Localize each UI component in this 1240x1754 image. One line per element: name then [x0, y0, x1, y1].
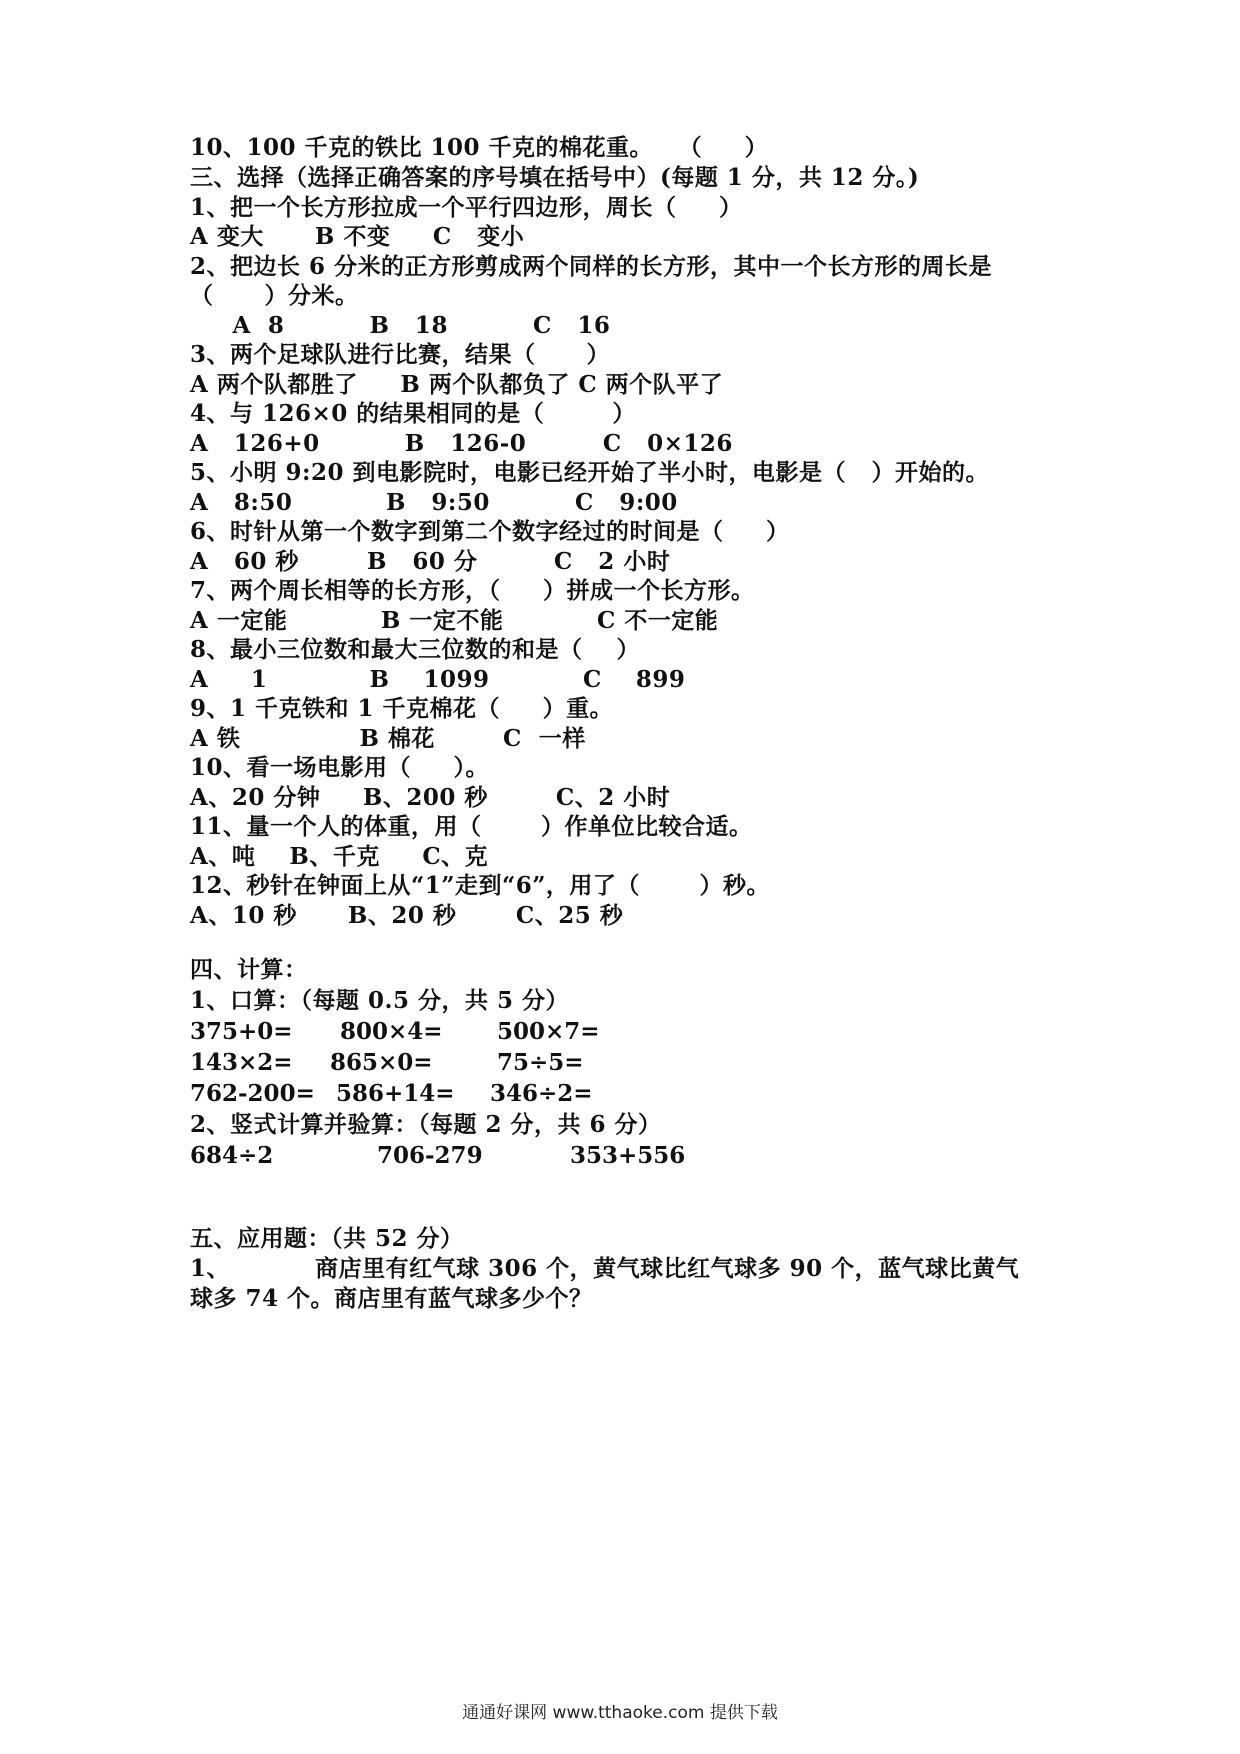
choice-options-5: A 8:50 B 9:50 C 9:00	[190, 489, 678, 516]
choice-question-2-cont: （ ）分米。	[190, 282, 359, 309]
oral-calc-item: 375+0=	[190, 1018, 293, 1045]
footer-credit: 通通好课网 www.tthaoke.com 提供下载	[462, 1703, 778, 1723]
vertical-calc-item: 706-279	[377, 1142, 483, 1169]
word-problem-1: 1、 商店里有红气球 306 个，黄气球比红气球多 90 个，蓝气球比黄气	[190, 1255, 1020, 1282]
vertical-calc-item: 684÷2	[190, 1142, 274, 1169]
section-3-heading: 三、选择（选择正确答案的序号填在括号中）(每题 1 分，共 12 分。)	[190, 164, 920, 191]
section-5-heading: 五、应用题：（共 52 分）	[190, 1225, 464, 1252]
oral-calc-item: 143×2=	[190, 1049, 293, 1076]
choice-question-11: 11、量一个人的体重，用（ ）作单位比较合适。	[190, 813, 753, 840]
oral-calc-heading: 1、口算：（每题 0.5 分，共 5 分）	[190, 987, 570, 1014]
choice-question-6: 6、时针从第一个数字到第二个数字经过的时间是（ ）	[190, 518, 790, 545]
choice-question-7: 7、两个周长相等的长方形，（ ）拼成一个长方形。	[190, 577, 755, 604]
choice-question-2: 2、把边长 6 分米的正方形剪成两个同样的长方形，其中一个长方形的周长是	[190, 253, 993, 280]
choice-question-12: 12、秒针在钟面上从“1”走到“6”，用了（ ）秒。	[190, 872, 770, 899]
choice-question-10: 10、看一场电影用（ ）。	[190, 754, 490, 781]
choice-question-9: 9、1 千克铁和 1 千克棉花（ ）重。	[190, 695, 614, 722]
choice-options-2: A 8 B 18 C 16	[190, 312, 611, 339]
choice-options-1: A 变大 B 不变 C 变小	[190, 223, 525, 250]
oral-calc-item: 762-200=	[190, 1080, 315, 1107]
choice-options-10: A、20 分钟 B、200 秒 C、2 小时	[190, 784, 671, 811]
choice-question-1: 1、把一个长方形拉成一个平行四边形，周长（ ）	[190, 194, 743, 221]
choice-options-8: A 1 B 1099 C 899	[190, 666, 686, 693]
choice-options-12: A、10 秒 B、20 秒 C、25 秒	[190, 902, 624, 929]
choice-question-3: 3、两个足球队进行比赛，结果（ ）	[190, 341, 611, 368]
choice-options-7: A 一定能 B 一定不能 C 不一定能	[190, 607, 719, 634]
choice-options-4: A 126+0 B 126-0 C 0×126	[190, 430, 733, 457]
oral-calc-item: 346÷2=	[490, 1080, 593, 1107]
choice-question-4: 4、与 126×0 的结果相同的是（ ）	[190, 400, 636, 427]
choice-options-3: A 两个队都胜了 B 两个队都负了 C 两个队平了	[190, 371, 724, 398]
oral-calc-item: 500×7=	[497, 1018, 600, 1045]
oral-calc-item: 75÷5=	[497, 1049, 584, 1076]
choice-options-6: A 60 秒 B 60 分 C 2 小时	[190, 548, 671, 575]
word-problem-1-cont: 球多 74 个。商店里有蓝气球多少个？	[190, 1285, 593, 1312]
oral-calc-item: 586+14=	[336, 1080, 455, 1107]
section-4-heading: 四、计算：	[190, 956, 308, 983]
oral-calc-item: 865×0=	[330, 1049, 433, 1076]
choice-options-11: A、吨 B、千克 C、克	[190, 843, 489, 870]
vertical-calc-heading: 2、竖式计算并验算：（每题 2 分，共 6 分）	[190, 1111, 662, 1138]
choice-options-9: A 铁 B 棉花 C 一样	[190, 725, 586, 752]
choice-question-5: 5、小明 9:20 到电影院时，电影已经开始了半小时，电影是（ ）开始的。	[190, 459, 990, 486]
oral-calc-item: 800×4=	[340, 1018, 443, 1045]
judge-question-10: 10、100 千克的铁比 100 千克的棉花重。 （ ）	[190, 134, 769, 161]
choice-question-8: 8、最小三位数和最大三位数的和是（ ）	[190, 636, 641, 663]
vertical-calc-item: 353+556	[570, 1142, 686, 1169]
